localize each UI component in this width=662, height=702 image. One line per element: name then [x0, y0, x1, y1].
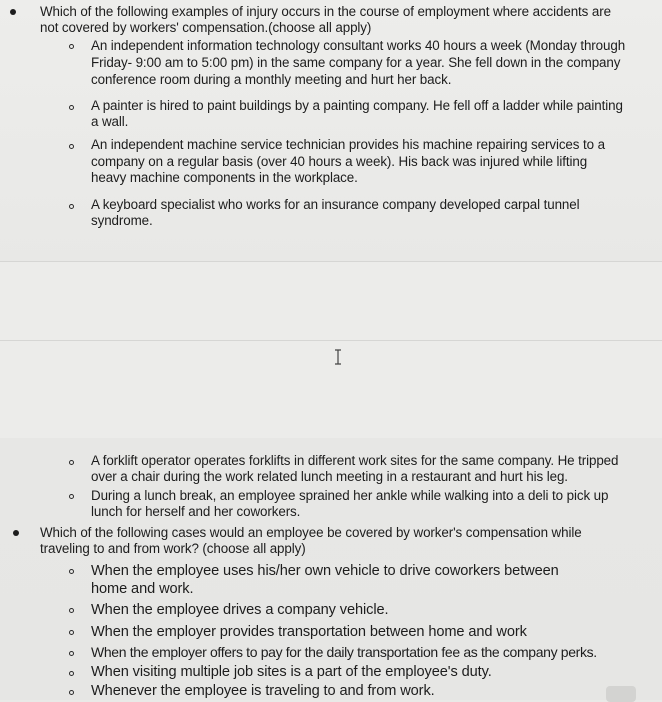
- question1-option1-line2: Friday- 9:00 am to 5:00 pm) in the same company for a year. She fell down in the company: [91, 55, 621, 70]
- question1-option5-bullet[interactable]: [69, 460, 74, 465]
- question2-option1-line2: home and work.: [91, 581, 194, 597]
- question1-option1-line3: conference room during a monthly meeting and hurt her back.: [91, 72, 452, 87]
- question2-option4-bullet[interactable]: [69, 651, 74, 656]
- question1-option1-bullet[interactable]: [69, 44, 74, 49]
- question2-option5-line1: When visiting multiple job sites is a part of the employee's duty.: [91, 664, 492, 680]
- question1-option4-line1: A keyboard specialist who works for an insurance company developed carpal tunnel: [91, 197, 580, 212]
- question2-option2-bullet[interactable]: [69, 608, 74, 613]
- question2-option5-bullet[interactable]: [69, 671, 74, 676]
- question2-prompt-line1: Which of the following cases would an employee be covered by worker's compensation while: [40, 525, 582, 540]
- question1-option2-line1: A painter is hired to paint buildings by a painting company. He fell off a ladder while painting: [91, 98, 623, 113]
- question1-option2-line2: a wall.: [91, 114, 129, 129]
- question1-option1-line1: An independent information technology consultant works 40 hours a week (Monday through: [91, 38, 626, 53]
- question1-prompt-line1: Which of the following examples of injury occurs in the course of employment where accidents are: [40, 4, 611, 19]
- question2-option3-line1: When the employer provides transportation between home and work: [91, 624, 527, 640]
- question2-prompt-line2: traveling to and from work? (choose all apply): [40, 541, 306, 556]
- question1-option5-line1: A forklift operator operates forklifts in different work sites for the same company. He tripped: [91, 453, 619, 468]
- question1-option4-line2: syndrome.: [91, 213, 153, 228]
- question1-option5-line2: over a chair during the work related lunch meeting in a restaurant and hurt his leg.: [91, 469, 568, 484]
- question2-option1-line1: When the employee uses his/her own vehicle to drive coworkers between: [91, 563, 559, 579]
- question1-option3-line1: An independent machine service technician provides his machine repairing services to a: [91, 137, 605, 152]
- question2-option4-line1: When the employer offers to pay for the daily transportation fee as the company perks.: [91, 644, 597, 660]
- question2-option2-line1: When the employee drives a company vehicle.: [91, 602, 389, 618]
- question1-option3-line3: heavy machine components in the workplace.: [91, 170, 358, 185]
- question2-option3-bullet[interactable]: [69, 630, 74, 635]
- question1-option6-line2: lunch for herself and her coworkers.: [91, 504, 301, 519]
- divider-mid: [0, 340, 662, 341]
- question1-option6-line1: During a lunch break, an employee sprained her ankle while walking into a deli to pick up: [91, 488, 609, 503]
- question2-option1-bullet[interactable]: [69, 569, 74, 574]
- question1-option3-bullet[interactable]: [69, 144, 74, 149]
- i-beam-cursor-icon: [333, 349, 343, 365]
- question2-option6-bullet[interactable]: [69, 690, 74, 695]
- divider-top: [0, 261, 662, 262]
- question2-bullet: [13, 530, 19, 536]
- question1-bullet: [10, 9, 16, 15]
- question1-option3-line2: company on a regular basis (over 40 hours a week). His back was injured while lifting: [91, 154, 588, 169]
- question1-option6-bullet[interactable]: [69, 494, 74, 499]
- question1-prompt-line2: not covered by workers' compensation.(choose all apply): [40, 20, 372, 35]
- question2-option6-line1: Whenever the employee is traveling to and from work.: [91, 683, 435, 699]
- blank-area: [0, 262, 662, 438]
- question1-option2-bullet[interactable]: [69, 105, 74, 110]
- question1-option4-bullet[interactable]: [69, 204, 74, 209]
